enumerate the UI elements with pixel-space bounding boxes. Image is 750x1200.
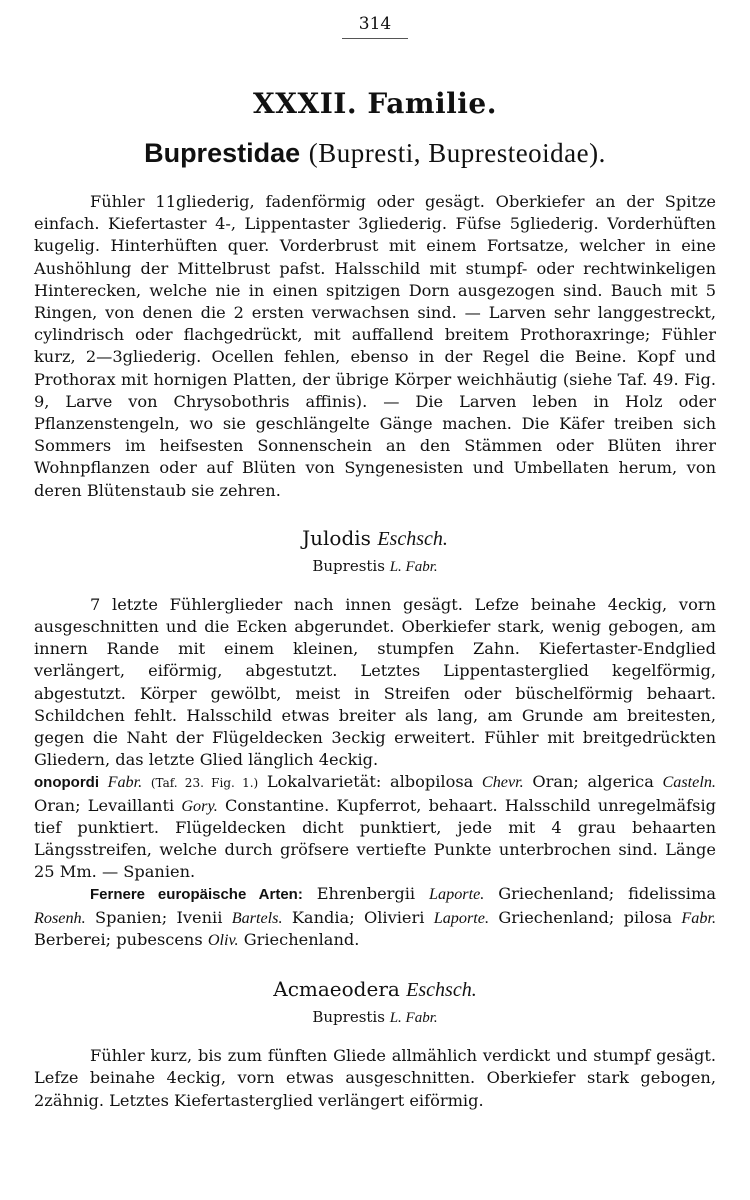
species-text: Berberei; pubescens — [34, 929, 203, 949]
page-number: 314 — [358, 14, 392, 34]
page-number-rule — [342, 38, 408, 39]
genus-name: Julodis — [302, 525, 371, 550]
genus-description-acmaeodera: Fühler kurz, bis zum fünften Gliede allmählich verdickt und stumpf gesägt. Lefze beinahe 4eckig, vorn etwas ausgeschnitten. Oberkiefer stark gebogen, 2zähnig. Letztes Kiefertasterglied verlängert eiförmig. — [34, 1046, 716, 1110]
species-text: Spanien; Ivenii — [95, 907, 223, 927]
synonym-author: L. Fabr. — [389, 1010, 438, 1027]
species-text: Ehrenbergii — [316, 884, 416, 904]
genus-description-julodis: 7 letzte Fühlerglieder nach innen gesägt. Lefze beinahe 4eckig, vorn ausgeschnitten und die Ecken abgerundet. Oberkiefer stark, wenig gebogen, am innern Rande mit einem kleinen, stumpfen Zahn. Kiefertaster-Endglied verlängert, eiförmig, abgestutzt. Letztes Lippentasterglied kegelförmig, abgestutzt. Körper gewölbt, meist in Streifen oder büschelförmig behaart. Schildchen fehlt. Halsschild etwas breiter als lang, am Grunde am breitesten, gegen die Naht der Flügeldecken 3eckig erweitert. Fühler mit breitgedrückten Gliedern, das letzte Glied länglich 4eckig. — [34, 594, 716, 770]
plate-reference: (Taf. 23. Fig. 1.) — [150, 776, 259, 791]
author-bartels: Bartels. — [231, 908, 283, 927]
synonym-author: L. Fabr. — [389, 558, 438, 575]
author-fabr: Fabr. — [681, 908, 717, 927]
genus-title-julodis — [34, 526, 716, 551]
genus-title-acmaeodera — [34, 977, 716, 1002]
species-text: Griechenland. — [243, 929, 360, 949]
genus-synonym-julodis — [34, 557, 716, 576]
family-description: Fühler 11gliederig, fadenförmig oder gesägt. Oberkiefer an der Spitze einfach. Kiefertaster 4-, Lippentaster 3gliederig. Füfse 5gliederig. Vorderhüften kugelig. Hinterhüften quer. Vorderbrust mit einem Fortsatze, welcher in eine Aushöhlung der Mittelbrust pafst. Halsschild mit stumpf- oder rechtwinkeligen Hinterecken, welche nie in einen spitzigen Dorn ausgezogen sind. Bauch mit 5 Ringen, von denen die 2 ersten verwachsen sind. — Larven sehr langgestreckt, cylindrisch oder flachgedrückt, mit auffallend breitem Prothoraxringe; Fühler kurz, 2—3gliederig. Ocellen fehlen, ebenso in der Regel die Beine. Kopf und Prothorax mit hornigen Platten, der übrige Körper weichhäutig (siehe Taf. 49. Fig. 9, Larve von Chrysobothris affinis). — Die Larven leben in Holz oder Pflanzenstengeln, wo sie geschlängelte Gänge machen. Die Käfer treiben sich Sommers im heifsesten Sonnenschein an den Stämmen oder Blüten ihrer Wohnpflanzen oder auf Blüten von Syngenesisten und Umbellaten herum, von deren Blütenstaub sie zehren. — [34, 192, 716, 500]
author-oliv: Oliv. — [207, 930, 239, 949]
species-name: onopordi — [34, 774, 99, 792]
species-text: Kandia; Olivieri — [291, 907, 425, 927]
species-description: Kupferrot, behaart. Halsschild unregelmäfsig tief punktiert. Flügeldecken dicht punktiert, jede mit 4 grau behaarten Längsstreifen, welche durch gröfsere vertiefte Punkte unterbrochen sind. Länge 25 Mm. — Spanien. — [34, 795, 716, 882]
author-laporte: Laporte. — [433, 908, 490, 927]
genus-author: Eschsch. — [406, 979, 477, 1002]
family-synonyms: (Bupresti, Bupresteoidae). — [308, 138, 606, 168]
author-laporte: Laporte. — [429, 885, 485, 904]
author-rosenh: Rosenh. — [34, 908, 86, 927]
further-species-label: Fernere europäische Arten: — [90, 886, 303, 904]
genus-name: Acmaeodera — [273, 977, 400, 1002]
species-text: Oran; algerica — [532, 772, 654, 792]
family-title — [34, 138, 716, 169]
synonym-name: Buprestis — [312, 1008, 385, 1027]
synonym-name: Buprestis — [312, 556, 385, 575]
family-name: Buprestidae — [144, 138, 301, 168]
genus-synonym-acmaeodera — [34, 1008, 716, 1027]
further-species — [34, 883, 716, 951]
species-text: Griechenland; fidelissima — [498, 884, 716, 904]
author-chevr: Chevr. — [481, 773, 524, 792]
species-text: Oran; Levaillanti — [34, 795, 175, 815]
author-gory: Gory. — [181, 796, 218, 815]
species-text: Constantine. — [224, 795, 330, 815]
species-author: Fabr. — [107, 773, 143, 792]
species-text: Lokalvarietät: albopilosa — [266, 772, 474, 792]
species-text: Griechenland; pilosa — [498, 907, 673, 927]
family-heading: XXXII. Familie. — [253, 87, 497, 120]
author-casteln: Casteln. — [662, 773, 716, 792]
species-entry-onopordi — [34, 771, 716, 883]
genus-author: Eschsch. — [377, 527, 448, 550]
